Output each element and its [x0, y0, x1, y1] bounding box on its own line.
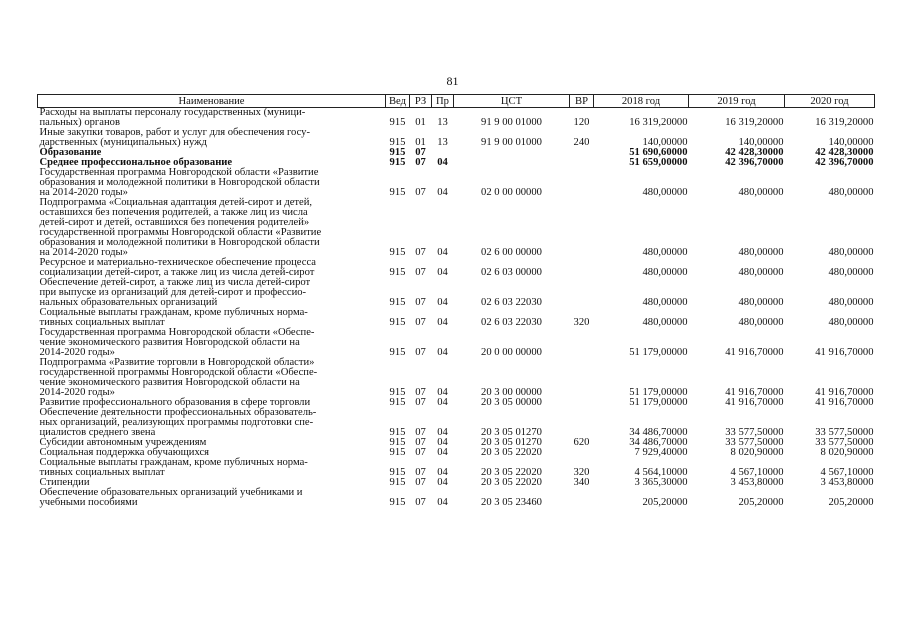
cell-rz: 07	[415, 397, 426, 408]
cell-name-line: чение экономического развития Новгородской области на	[39, 337, 300, 348]
table-row	[38, 358, 875, 398]
cell-pr: 04	[437, 437, 448, 448]
cell-name-line: Социальные выплаты гражданам, кроме публичных норма-	[39, 457, 308, 468]
cell-vr	[570, 168, 594, 198]
table-row	[38, 488, 875, 508]
cell-name	[38, 458, 386, 478]
page-number: 81	[446, 74, 459, 88]
cell-cst: 20 0 00 00000	[481, 347, 542, 358]
col-header-2019: 2019 год	[689, 95, 785, 108]
col-header-2020: 2020 год	[785, 95, 875, 108]
cell-2020: 8 020,90000	[820, 447, 874, 458]
cell-2018: 205,20000	[642, 497, 688, 508]
cell-name-line: Подпрограмма «Социальная адаптация детей-сирот и детей,	[39, 197, 313, 208]
cell-ved: 915	[389, 297, 406, 308]
cell-2020: 3 453,80000	[820, 477, 874, 488]
cell-name	[38, 278, 386, 308]
cell-name-line: тивных социальных выплат	[39, 317, 165, 328]
cell-pr: 13	[437, 137, 448, 148]
cell-pr: 04	[437, 317, 448, 328]
cell-ved: 915	[389, 137, 406, 148]
cell-2019: 42 396,70000	[725, 157, 784, 168]
cell-name-line: оставшихся без попечения родителей, а также лиц из числа	[39, 207, 308, 218]
cell-cst	[454, 148, 570, 158]
col-header-vr: ВР	[570, 95, 594, 108]
cell-cst: 20 3 05 22020	[481, 467, 542, 478]
cell-name-line: Среднее профессиональное образование	[39, 157, 233, 168]
cell-2020: 33 577,50000	[815, 427, 874, 438]
cell-cst: 20 3 05 01270	[481, 437, 542, 448]
cell-ved: 915	[389, 477, 406, 488]
col-header-rz: РЗ	[410, 95, 432, 108]
cell-name-line: Ресурсное и материально-техническое обеспечение процесса	[39, 257, 316, 268]
cell-cst: 02 0 00 00000	[481, 187, 542, 198]
cell-cst: 02 6 03 00000	[481, 267, 542, 278]
cell-name-line: Образование	[39, 147, 102, 158]
cell-name-line: Субсидии автономным учреждениям	[39, 437, 207, 448]
cell-ved: 915	[389, 247, 406, 258]
cell-ved: 915	[389, 437, 406, 448]
cell-ved: 915	[389, 467, 406, 478]
cell-pr: 04	[437, 297, 448, 308]
cell-rz: 07	[415, 147, 426, 158]
cell-pr: 13	[437, 117, 448, 128]
cell-vr: 340	[573, 477, 590, 488]
cell-name-line: тивных социальных выплат	[39, 467, 165, 478]
cell-2019: 41 916,70000	[725, 387, 784, 398]
cell-name-line: Социальная поддержка обучающихся	[39, 447, 210, 458]
cell-2018: 480,00000	[642, 267, 688, 278]
cell-name-line: 2014-2020 годы»	[39, 347, 115, 358]
cell-vr	[570, 488, 594, 508]
col-header-2018: 2018 год	[594, 95, 689, 108]
cell-pr: 04	[437, 447, 448, 458]
cell-name-line: образования и молодежной политики в Новгородской области	[39, 237, 320, 248]
cell-name-line: пальных) органов	[39, 117, 120, 128]
cell-2018: 51 659,00000	[629, 157, 688, 168]
cell-2020: 41 916,70000	[815, 387, 874, 398]
cell-name	[38, 308, 386, 328]
cell-2020: 41 916,70000	[815, 397, 874, 408]
cell-name-line: образования и молодежной политики в Новгородской области	[39, 177, 320, 188]
cell-2020: 480,00000	[828, 297, 874, 308]
cell-pr: 04	[437, 247, 448, 258]
col-header-cst: ЦСТ	[454, 95, 570, 108]
table-body	[38, 108, 875, 509]
cell-2020: 42 396,70000	[815, 157, 874, 168]
cell-2018: 51 179,00000	[629, 387, 688, 398]
cell-2019: 33 577,50000	[725, 427, 784, 438]
cell-name-line: Стипендии	[39, 477, 90, 488]
cell-2018: 4 564,10000	[634, 467, 688, 478]
cell-2018: 7 929,40000	[634, 447, 688, 458]
cell-name-line: детей-сирот и детей, оставшихся без попечения родителей»	[39, 217, 310, 228]
cell-cst: 91 9 00 01000	[481, 137, 542, 148]
cell-pr: 04	[437, 347, 448, 358]
cell-rz: 07	[415, 247, 426, 258]
cell-name	[38, 108, 386, 129]
cell-name	[38, 258, 386, 278]
cell-name-line: Иные закупки товаров, работ и услуг для обеспечения госу-	[39, 127, 311, 138]
cell-2019: 41 916,70000	[725, 347, 784, 358]
cell-vr: 320	[573, 467, 590, 478]
cell-2020: 4 567,10000	[820, 467, 874, 478]
cell-rz: 07	[415, 497, 426, 508]
cell-name	[38, 408, 386, 438]
cell-2020: 16 319,20000	[815, 117, 874, 128]
cell-2019: 205,20000	[738, 497, 784, 508]
cell-name-line: Расходы на выплаты персоналу государственных (муници-	[39, 107, 306, 118]
cell-pr: 04	[437, 187, 448, 198]
cell-rz: 07	[415, 297, 426, 308]
cell-vr: 120	[573, 117, 590, 128]
cell-pr: 04	[437, 467, 448, 478]
cell-rz: 07	[415, 317, 426, 328]
cell-vr	[570, 328, 594, 358]
cell-rz: 07	[415, 437, 426, 448]
cell-2019: 480,00000	[738, 267, 784, 278]
cell-2018: 34 486,70000	[629, 437, 688, 448]
table-header-row	[38, 95, 875, 108]
cell-pr: 04	[437, 157, 448, 168]
cell-cst: 20 3 00 00000	[481, 387, 542, 398]
col-header-ved: Вед	[386, 95, 410, 108]
cell-name-line: на 2014-2020 годы»	[39, 187, 128, 198]
cell-name-line: Социальные выплаты гражданам, кроме публичных норма-	[39, 307, 308, 318]
cell-cst: 20 3 05 00000	[481, 397, 542, 408]
table-row	[38, 108, 875, 129]
cell-cst: 02 6 00 00000	[481, 247, 542, 258]
cell-name	[38, 358, 386, 398]
cell-pr: 04	[437, 267, 448, 278]
cell-cst: 20 3 05 22020	[481, 477, 542, 488]
cell-vr	[570, 158, 594, 168]
cell-pr: 04	[437, 477, 448, 488]
cell-vr	[570, 278, 594, 308]
cell-2020: 140,00000	[828, 137, 874, 148]
cell-name	[38, 328, 386, 358]
cell-rz: 01	[415, 117, 426, 128]
cell-rz: 01	[415, 137, 426, 148]
cell-name-line: Обеспечение деятельности профессиональных образователь-	[39, 407, 317, 418]
cell-name-line: государственной программы Новгородской области «Развитие	[39, 227, 322, 238]
cell-name-line: циалистов среднего звена	[39, 427, 156, 438]
cell-2019: 41 916,70000	[725, 397, 784, 408]
cell-cst	[454, 158, 570, 168]
cell-name-line: Подпрограмма «Развитие торговли в Новгородской области»	[39, 357, 315, 368]
cell-name	[38, 128, 386, 148]
cell-name-line: учебными пособиями	[39, 497, 138, 508]
cell-pr: 04	[437, 387, 448, 398]
cell-name-line: Обеспечение образовательных организаций учебниками и	[39, 487, 303, 498]
cell-2019: 42 428,30000	[725, 147, 784, 158]
cell-ved: 915	[389, 187, 406, 198]
cell-vr	[570, 258, 594, 278]
cell-cst: 20 3 05 01270	[481, 427, 542, 438]
cell-2020: 480,00000	[828, 317, 874, 328]
cell-pr: 04	[437, 427, 448, 438]
cell-cst: 20 3 05 23460	[481, 497, 542, 508]
cell-name-line: Обеспечение детей-сирот, а также лиц из числа детей-сирот	[39, 277, 311, 288]
cell-name	[38, 488, 386, 508]
cell-rz: 07	[415, 157, 426, 168]
cell-name	[38, 168, 386, 198]
cell-ved: 915	[389, 157, 406, 168]
cell-name-line: на 2014-2020 годы»	[39, 247, 128, 258]
cell-pr: 04	[437, 397, 448, 408]
cell-rz: 07	[415, 447, 426, 458]
cell-2018: 3 365,30000	[634, 477, 688, 488]
table-row	[38, 278, 875, 308]
cell-2020: 480,00000	[828, 267, 874, 278]
cell-2018: 140,00000	[642, 137, 688, 148]
cell-vr: 620	[573, 437, 590, 448]
cell-2020: 480,00000	[828, 187, 874, 198]
cell-2018: 480,00000	[642, 317, 688, 328]
cell-2020: 480,00000	[828, 247, 874, 258]
cell-vr	[570, 408, 594, 438]
cell-ved: 915	[389, 347, 406, 358]
cell-2019: 3 453,80000	[730, 477, 784, 488]
cell-cst: 02 6 03 22030	[481, 317, 542, 328]
cell-rz: 07	[415, 267, 426, 278]
cell-name-line: нальных образовательных организаций	[39, 297, 218, 308]
cell-2020: 33 577,50000	[815, 437, 874, 448]
cell-2019: 33 577,50000	[725, 437, 784, 448]
cell-2019: 480,00000	[738, 317, 784, 328]
table-row	[38, 328, 875, 358]
cell-2019: 16 319,20000	[725, 117, 784, 128]
cell-ved: 915	[389, 397, 406, 408]
cell-2018: 51 179,00000	[629, 347, 688, 358]
cell-2019: 480,00000	[738, 247, 784, 258]
cell-2020: 205,20000	[828, 497, 874, 508]
cell-rz: 07	[415, 387, 426, 398]
cell-rz: 07	[415, 187, 426, 198]
cell-rz: 07	[415, 427, 426, 438]
cell-name	[38, 198, 386, 258]
cell-2018: 480,00000	[642, 297, 688, 308]
cell-name-line: чение экономического развития Новгородской области на	[39, 377, 300, 388]
table-row	[38, 168, 875, 198]
cell-pr: 04	[437, 497, 448, 508]
cell-2018: 480,00000	[642, 187, 688, 198]
cell-2018: 51 179,00000	[629, 397, 688, 408]
cell-cst: 20 3 05 22020	[481, 447, 542, 458]
cell-name-line: социализации детей-сирот, а также лиц из числа детей-сирот	[39, 267, 315, 278]
cell-ved: 915	[389, 317, 406, 328]
cell-vr: 240	[573, 137, 590, 148]
cell-2018: 480,00000	[642, 247, 688, 258]
cell-ved: 915	[389, 497, 406, 508]
budget-table	[37, 94, 875, 508]
cell-name-line: Государственная программа Новгородской области «Развитие	[39, 167, 319, 178]
cell-name-line: Развитие профессионального образования в сфере торговли	[39, 397, 311, 408]
cell-2020: 41 916,70000	[815, 347, 874, 358]
cell-vr	[570, 148, 594, 158]
cell-rz: 07	[415, 477, 426, 488]
table-row	[38, 258, 875, 278]
col-header-pr: Пр	[432, 95, 454, 108]
cell-ved: 915	[389, 427, 406, 438]
cell-2019: 4 567,10000	[730, 467, 784, 478]
cell-name-line: Государственная программа Новгородской области «Обеспе-	[39, 327, 315, 338]
cell-2020: 42 428,30000	[815, 147, 874, 158]
cell-cst: 02 6 03 22030	[481, 297, 542, 308]
cell-cst: 91 9 00 01000	[481, 117, 542, 128]
cell-name-line: государственной программы Новгородской области «Обеспе-	[39, 367, 318, 378]
table-row	[38, 128, 875, 148]
cell-2019: 8 020,90000	[730, 447, 784, 458]
cell-ved: 915	[389, 447, 406, 458]
table-row	[38, 308, 875, 328]
cell-vr	[570, 398, 594, 408]
table-row	[38, 408, 875, 438]
cell-ved: 915	[389, 117, 406, 128]
cell-2019: 480,00000	[738, 187, 784, 198]
table-row	[38, 458, 875, 478]
cell-vr	[570, 358, 594, 398]
cell-2018: 16 319,20000	[629, 117, 688, 128]
cell-name-line: при выпуске из организаций для детей-сирот и профессио-	[39, 287, 307, 298]
cell-ved: 915	[389, 147, 406, 158]
cell-vr	[570, 198, 594, 258]
col-header-name: Наименование	[38, 95, 386, 108]
cell-vr	[570, 448, 594, 458]
cell-2019: 140,00000	[738, 137, 784, 148]
cell-name-line: ных организаций, реализующих программы подготовки спе-	[39, 417, 314, 428]
cell-vr: 320	[573, 317, 590, 328]
cell-2018: 51 690,60000	[629, 147, 688, 158]
cell-name-line: дарственных (муниципальных) нужд	[39, 137, 207, 148]
cell-rz: 07	[415, 347, 426, 358]
cell-ved: 915	[389, 387, 406, 398]
cell-name-line: 2014-2020 годы»	[39, 387, 115, 398]
table-row	[38, 198, 875, 258]
cell-2019: 480,00000	[738, 297, 784, 308]
cell-rz: 07	[415, 467, 426, 478]
cell-2018: 34 486,70000	[629, 427, 688, 438]
cell-ved: 915	[389, 267, 406, 278]
